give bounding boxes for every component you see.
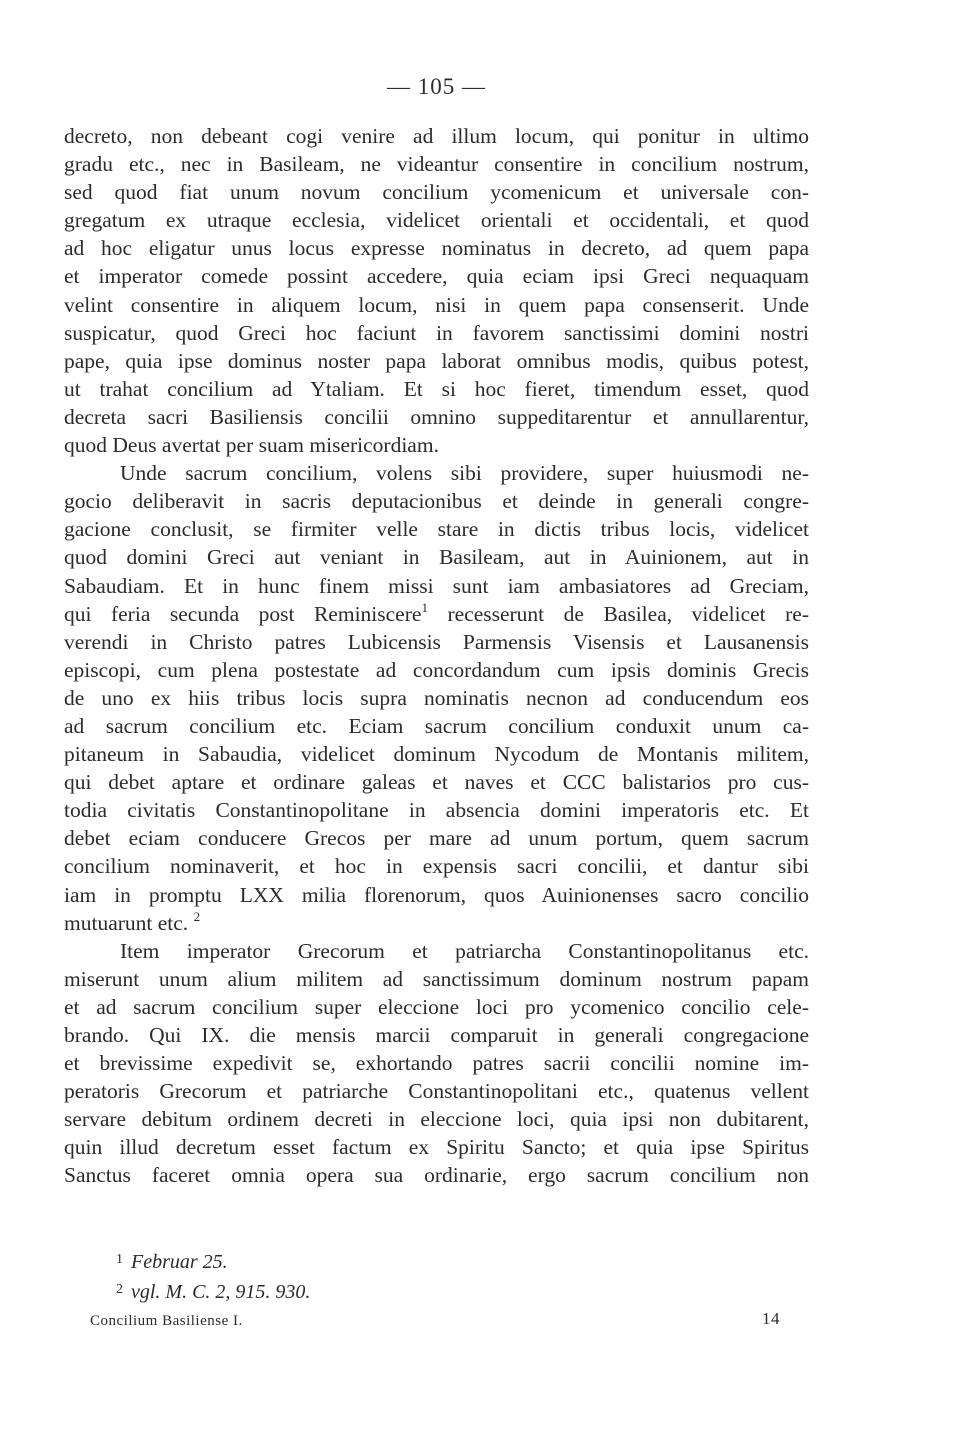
text-line: iam in promptu LXX milia florenorum, quos Auinionenses sacro concilio bbox=[64, 882, 809, 907]
text-line-with-footnote bbox=[64, 909, 809, 937]
text-line: velint consentire in aliquem locum, nisi in quem papa consenserit. Unde bbox=[64, 292, 809, 317]
text-line: suspicatur, quod Greci hoc faciunt in favorem sanctissimi domini nostri bbox=[64, 320, 809, 345]
footnote-marker: 1 bbox=[421, 599, 428, 615]
footnotes bbox=[116, 1245, 716, 1305]
text-line: brando. Qui IX. die mensis marcii comparuit in generali congregacione bbox=[64, 1023, 809, 1047]
text-line: debet eciam conducere Grecos per mare ad unum portum, quem sacrum bbox=[64, 826, 809, 851]
body-text bbox=[64, 122, 809, 1190]
text-line: et imperator comede possint accedere, quia eciam ipsi Greci nequaquam bbox=[64, 264, 809, 289]
text-line: gocio deliberavit in sacris deputacionibus et deinde in generali congre- bbox=[64, 489, 809, 514]
line-text: mutuarunt etc. bbox=[64, 910, 189, 935]
paragraph-2 bbox=[64, 459, 809, 937]
text-line: decreto, non debeant cogi venire ad illum locum, qui ponitur in ultimo bbox=[64, 124, 809, 148]
text-line: todia civitatis Constantinopolitane in absencia domini imperatoris etc. Et bbox=[64, 798, 809, 823]
text-line: Item imperator Grecorum et patriarcha Constantinopolitanus etc. bbox=[120, 938, 809, 963]
page-footer bbox=[90, 1309, 780, 1337]
paragraph-1 bbox=[64, 122, 809, 459]
text-line: ad hoc eligatur unus locus expresse nominatus in decreto, ad quem papa bbox=[64, 236, 809, 261]
text-line: pape, quia ipse dominus noster papa laborat omnibus modis, quibus potest, bbox=[64, 348, 809, 373]
footnote-number: 1 bbox=[116, 1252, 123, 1267]
paragraph-3 bbox=[64, 937, 809, 1190]
text-line: ut trahat concilium ad Ytaliam. Et si hoc fieret, timendum esset, quod bbox=[64, 376, 809, 401]
text-line: qui debet aptare et ordinare galeas et naves et CCC balistarios pro cus- bbox=[64, 770, 809, 795]
text-line: sed quod fiat unum novum concilium ycomenicum et universale con- bbox=[64, 180, 809, 205]
line-text: qui feria secunda post Reminiscere bbox=[64, 601, 422, 626]
text-line-with-footnote bbox=[64, 600, 809, 628]
footnote bbox=[116, 1245, 716, 1275]
text-line: quod Deus avertat per suam misericordiam. bbox=[64, 433, 439, 458]
text-line: de uno ex hiis tribus locis supra nominatis necnon ad conducendum eos bbox=[64, 685, 809, 710]
text-line: Sanctus faceret omnia opera sua ordinarie, ergo sacrum concilium non bbox=[64, 1163, 809, 1188]
text-line: servare debitum ordinem decreti in eleccione loci, quia ipsi non dubitarent, bbox=[64, 1107, 809, 1132]
footnote-text: Februar 25. bbox=[131, 1251, 228, 1273]
text-line: et brevissime expedivit se, exhortando patres sacrii concilii nomine im- bbox=[64, 1051, 809, 1076]
text-line: gradu etc., nec in Basileam, ne videantur consentire in concilium nostrum, bbox=[64, 152, 809, 177]
text-line: peratoris Grecorum et patriarche Constantinopolitani etc., quatenus vellent bbox=[64, 1079, 809, 1104]
signature-number: 14 bbox=[762, 1309, 780, 1328]
footnote-text: vgl. M. C. 2, 915. 930. bbox=[131, 1281, 311, 1303]
footnote-marker: 2 bbox=[193, 908, 201, 924]
text-line: pitaneum in Sabaudia, videlicet dominum Nycodum de Montanis militem, bbox=[64, 742, 809, 767]
text-line: gregatum ex utraque ecclesia, videlicet orientali et occidentali, et quod bbox=[64, 208, 809, 233]
text-line: gacione conclusit, se firmiter velle stare in dictis tribus locis, videlicet bbox=[64, 517, 809, 542]
signature-title: Concilium Basiliense I. bbox=[90, 1313, 243, 1329]
text-line: miserunt unum alium militem ad sanctissimum dominum nostrum papam bbox=[64, 966, 809, 991]
book-page bbox=[64, 0, 809, 1440]
text-line: et ad sacrum concilium super eleccione loci pro ycomenico concilio cele- bbox=[64, 994, 809, 1019]
text-line: verendi in Christo patres Lubicensis Parmensis Visensis et Lausanensis bbox=[64, 629, 809, 654]
line-text: recesserunt de Basilea, videlicet re- bbox=[427, 601, 810, 626]
text-line: Unde sacrum concilium, volens sibi providere, super huiusmodi ne- bbox=[120, 461, 809, 486]
text-line: concilium nominaverit, et hoc in expensis sacri concilii, et dantur sibi bbox=[64, 854, 809, 879]
text-line: quin illud decretum esset factum ex Spiritu Sancto; et quia ipse Spiritus bbox=[64, 1135, 809, 1160]
text-line: Sabaudiam. Et in hunc finem missi sunt iam ambasiatores ad Greciam, bbox=[64, 573, 809, 598]
footnote bbox=[116, 1275, 716, 1305]
text-line: decreta sacri Basiliensis concilii omnino suppeditarentur et annullarentur, bbox=[64, 404, 809, 429]
text-line: quod domini Greci aut veniant in Basileam, aut in Auinionem, aut in bbox=[64, 545, 809, 570]
page-number: — 105 — bbox=[387, 74, 486, 99]
text-line: ad sacrum concilium etc. Eciam sacrum concilium conduxit unum ca- bbox=[64, 713, 809, 738]
footnote-number: 2 bbox=[116, 1282, 123, 1297]
text-line: episcopi, cum plena postestate ad concordandum cum ipsis dominis Grecis bbox=[64, 657, 809, 682]
